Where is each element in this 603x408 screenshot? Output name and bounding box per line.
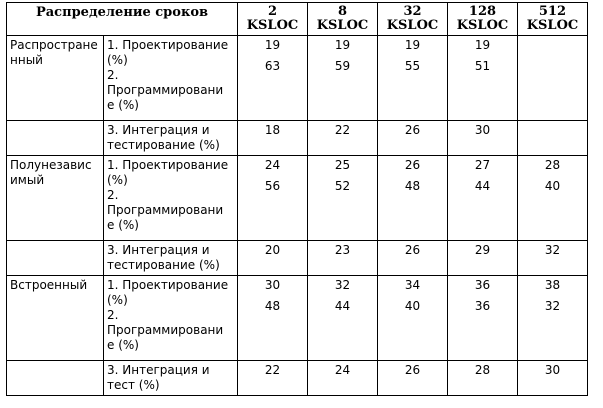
value-cell: 30 (448, 121, 518, 156)
value-cell: 26 (378, 121, 448, 156)
stage-cell: 3. Интеграция и тестирование (%) (104, 121, 238, 156)
mode-cell: Распростране нный (7, 36, 104, 121)
value-cell: 28 (448, 361, 518, 396)
table-row (7, 121, 588, 156)
value-cell: 22 (238, 361, 308, 396)
value-cell: 18 (238, 121, 308, 156)
mode-cell (7, 121, 104, 156)
column-header: 2 KSLOC (238, 3, 308, 36)
value-cell: 25 52 (308, 156, 378, 241)
stage-cell: 3. Интеграция и тест (%) (104, 361, 238, 396)
value-cell: 27 44 (448, 156, 518, 241)
mode-cell: Встроенный (7, 276, 104, 361)
value-cell: 19 55 (378, 36, 448, 121)
value-cell: 24 56 (238, 156, 308, 241)
value-cell: 23 (308, 241, 378, 276)
value-cell: 19 59 (308, 36, 378, 121)
value-cell: 26 (378, 241, 448, 276)
value-cell: 26 48 (378, 156, 448, 241)
mode-cell (7, 361, 104, 396)
schedule-distribution-table (6, 2, 588, 396)
table-row (7, 361, 588, 396)
value-cell: 30 48 (238, 276, 308, 361)
value-cell: 32 44 (308, 276, 378, 361)
column-header: 8 KSLOC (308, 3, 378, 36)
value-cell: 30 (518, 361, 588, 396)
value-cell (518, 121, 588, 156)
value-cell: 20 (238, 241, 308, 276)
mode-cell (7, 241, 104, 276)
value-cell: 19 63 (238, 36, 308, 121)
value-cell: 24 (308, 361, 378, 396)
column-header: 32 KSLOC (378, 3, 448, 36)
table-row (7, 36, 588, 121)
value-cell: 34 40 (378, 276, 448, 361)
stage-cell: 1. Проектирование (%) 2. Программировани е (%) (104, 276, 238, 361)
value-cell: 38 32 (518, 276, 588, 361)
table-row (7, 276, 588, 361)
stage-cell: 1. Проектирование (%) 2. Программировани е (%) (104, 36, 238, 121)
value-cell (518, 36, 588, 121)
header-row (7, 3, 588, 36)
value-cell: 26 (378, 361, 448, 396)
table-row (7, 241, 588, 276)
table-title: Распределение сроков (7, 3, 238, 36)
column-header: 512 KSLOC (518, 3, 588, 36)
value-cell: 28 40 (518, 156, 588, 241)
value-cell: 22 (308, 121, 378, 156)
table-row (7, 156, 588, 241)
value-cell: 36 36 (448, 276, 518, 361)
value-cell: 29 (448, 241, 518, 276)
mode-cell: Полунезавис имый (7, 156, 104, 241)
value-cell: 32 (518, 241, 588, 276)
stage-cell: 1. Проектирование (%) 2. Программировани е (%) (104, 156, 238, 241)
value-cell: 19 51 (448, 36, 518, 121)
stage-cell: 3. Интеграция и тестирование (%) (104, 241, 238, 276)
column-header: 128 KSLOC (448, 3, 518, 36)
